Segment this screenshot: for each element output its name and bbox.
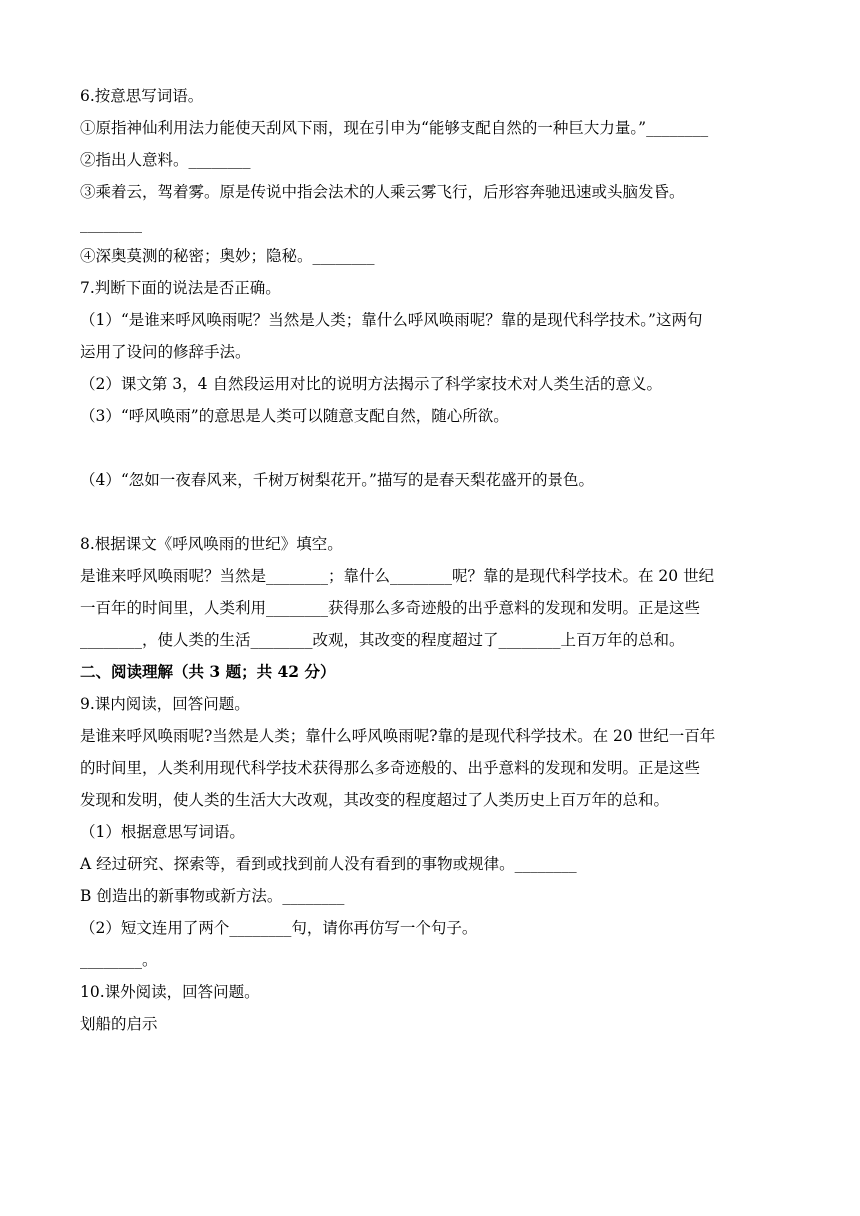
question-7-item-1-line-2: 运用了设问的修辞手法。 xyxy=(80,343,251,361)
question-7-title: 7.判断下面的说法是否正确。 xyxy=(80,279,281,297)
section-2-heading: 二、阅读理解（共 3 题；共 42 分） xyxy=(80,662,336,681)
question-6-item-1: ①原指神仙利用法力能使天刮风下雨，现在引申为“能够支配自然的一种巨大力量。”________ xyxy=(80,119,709,137)
question-7-item-3: （3）“呼风唤雨”的意思是人类可以随意支配自然，随心所欲。 xyxy=(80,407,509,425)
question-8-text-line-3: ________，使人类的生活________改观，其改变的程度超过了________上百万年的总和。 xyxy=(80,631,685,649)
question-9-title: 9.课内阅读，回答问题。 xyxy=(80,695,250,713)
question-8-title: 8.根据课文《呼风唤雨的世纪》填空。 xyxy=(80,535,343,553)
question-6-item-4: ④深奥莫测的秘密；奥妙；隐秘。________ xyxy=(80,247,375,265)
question-6-title: 6.按意思写词语。 xyxy=(80,87,204,105)
question-9-sub-1-b: B 创造出的新事物或新方法。________ xyxy=(80,887,345,905)
question-6-item-3-blank: ________ xyxy=(80,215,142,233)
question-7-item-2: （2）课文第 3，4 自然段运用对比的说明方法揭示了科学家技术对人类生活的意义。 xyxy=(80,375,662,393)
question-9-passage-line-2: 的时间里，人类利用现代科学技术获得那么多奇迹般的、出乎意料的发现和发明。正是这些 xyxy=(80,759,701,777)
question-7-item-4: （4）“忽如一夜春风来，千树万树梨花开。”描写的是春天梨花盛开的景色。 xyxy=(80,471,594,489)
question-9-passage-line-1: 是谁来呼风唤雨呢?当然是人类；靠什么呼风唤雨呢?靠的是现代科学技术。在 20 世纪一百年 xyxy=(80,727,716,745)
question-10-title: 10.课外阅读，回答问题。 xyxy=(80,983,260,1001)
question-9-sub-2-blank: ________。 xyxy=(80,951,158,969)
question-9-sub-2: （2）短文连用了两个________句，请你再仿写一个句子。 xyxy=(80,919,478,937)
question-9-sub-1-a: A 经过研究、探索等，看到或找到前人没有看到的事物或规律。________ xyxy=(80,855,577,873)
question-9-passage-line-3: 发现和发明，使人类的生活大大改观，其改变的程度超过了人类历史上百万年的总和。 xyxy=(80,791,670,809)
spacer xyxy=(80,496,780,528)
spacer xyxy=(80,432,780,464)
question-6-item-2: ②指出人意料。________ xyxy=(80,151,251,169)
question-8-text-line-1: 是谁来呼风唤雨呢？当然是________；靠什么________呢？靠的是现代科学技术。在 20 世纪 xyxy=(80,567,715,585)
question-9-sub-1: （1）根据意思写词语。 xyxy=(80,823,245,841)
question-7-item-1-line-1: （1）“是谁来呼风唤雨呢？当然是人类；靠什么呼风唤雨呢？靠的是现代科学技术。”这两句 xyxy=(80,311,703,329)
question-8-text-line-2: 一百年的时间里，人类利用________获得那么多奇迹般的出乎意料的发现和发明。正是这些 xyxy=(80,599,701,617)
passage-title: 划船的启示 xyxy=(80,1015,158,1033)
question-6-item-3: ③乘着云，驾着雾。原是传说中指会法术的人乘云雾飞行，后形容奔驰迅速或头脑发昏。 xyxy=(80,183,685,201)
document-page xyxy=(80,80,780,1040)
